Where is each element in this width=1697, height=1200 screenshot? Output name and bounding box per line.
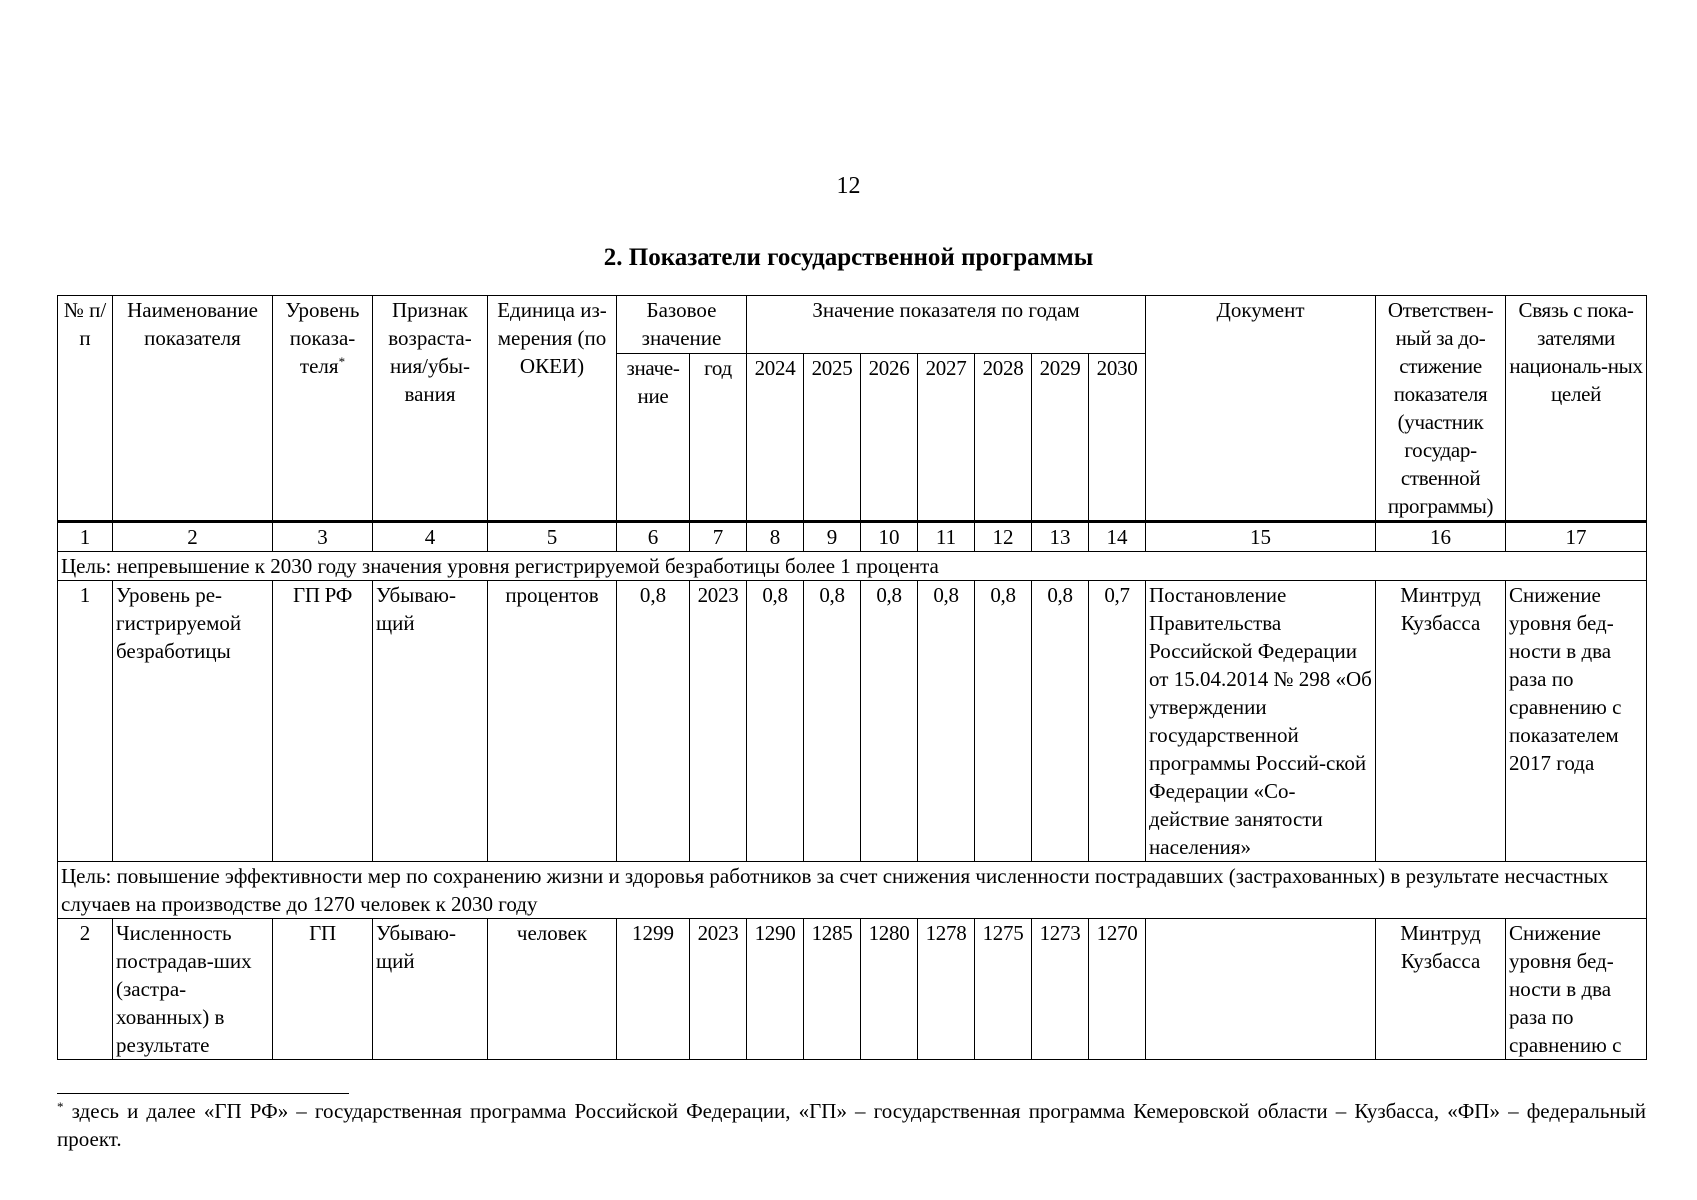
header-level	[273, 296, 373, 522]
column-number-row	[58, 522, 1647, 552]
indicator-name: Численность пострадав-ших (застра-хованных) в результате	[113, 919, 273, 1060]
document-reference	[1146, 919, 1376, 1060]
base-value: 0,8	[617, 581, 690, 862]
base-year: 2023	[690, 919, 747, 1060]
goal-row	[58, 552, 1647, 581]
year-value: 0,7	[1089, 581, 1146, 862]
responsible: Минтруд Кузбасса	[1376, 581, 1506, 862]
indicator-trend: Убываю-щий	[373, 581, 488, 862]
indicator-trend: Убываю-щий	[373, 919, 488, 1060]
column-number: 17	[1506, 522, 1647, 552]
header-year: 2030	[1089, 353, 1146, 522]
base-year: 2023	[690, 581, 747, 862]
header-base: Базовое значение	[617, 296, 747, 354]
header-trend: Признак возраста-ния/убы-вания	[373, 296, 488, 522]
year-value: 1285	[804, 919, 861, 1060]
document-reference: Постановление Правительства Российской Федерации от 15.04.2014 № 298 «Об утверждении государственной программы Россий-ской Федерации «Со-действие занятости населения»	[1146, 581, 1376, 862]
column-number: 11	[918, 522, 975, 552]
year-value: 0,8	[1032, 581, 1089, 862]
column-number: 3	[273, 522, 373, 552]
header-name: Наименование показателя	[113, 296, 273, 522]
indicator-level: ГП	[273, 919, 373, 1060]
year-value: 0,8	[861, 581, 918, 862]
goal-text: Цель: повышение эффективности мер по сохранению жизни и здоровья работников за счет снижения численности пострадавших (застрахованных) в результате несчастных случаев на производстве до 1270 человек к 2030 году	[58, 862, 1647, 919]
year-value: 1290	[747, 919, 804, 1060]
header-year: 2026	[861, 353, 918, 522]
goal-row	[58, 862, 1647, 919]
header-year: 2028	[975, 353, 1032, 522]
header-unit: Единица из-мерения (по ОКЕИ)	[488, 296, 617, 522]
indicator-unit: человек	[488, 919, 617, 1060]
page-number: 12	[836, 173, 861, 199]
header-base-year: год	[690, 353, 747, 522]
year-value: 0,8	[975, 581, 1032, 862]
national-goal-link: Снижение уровня бед-ности в два раза по сравнению с	[1506, 919, 1647, 1060]
column-number: 5	[488, 522, 617, 552]
year-value: 0,8	[918, 581, 975, 862]
header-year: 2025	[804, 353, 861, 522]
column-number: 8	[747, 522, 804, 552]
header-link: Связь с пока-зателями националь-ных целей	[1506, 296, 1647, 522]
year-value: 1273	[1032, 919, 1089, 1060]
column-number: 2	[113, 522, 273, 552]
year-value: 1270	[1089, 919, 1146, 1060]
goal-text: Цель: непревышение к 2030 году значения уровня регистрируемой безработицы более 1 процента	[58, 552, 1647, 581]
header-num: № п/п	[58, 296, 113, 522]
year-value: 0,8	[747, 581, 804, 862]
column-number: 14	[1089, 522, 1146, 552]
column-number: 4	[373, 522, 488, 552]
header-year: 2024	[747, 353, 804, 522]
year-value: 1275	[975, 919, 1032, 1060]
footnote-text: здесь и далее «ГП РФ» – государственная программа Российской Федерации, «ГП» – государственная программа Кемеровской области – Кузбасса, «ФП» – федеральный проект.	[57, 1099, 1647, 1151]
section-title: 2. Показатели государственной программы	[603, 244, 1094, 271]
table-row	[58, 919, 1647, 1060]
year-value: 0,8	[804, 581, 861, 862]
indicator-level: ГП РФ	[273, 581, 373, 862]
column-number: 7	[690, 522, 747, 552]
row-num: 1	[58, 581, 113, 862]
responsible: Минтруд Кузбасса	[1376, 919, 1506, 1060]
header-level-text: Уровень показа-теля	[285, 298, 360, 378]
header-year: 2027	[918, 353, 975, 522]
header-document: Документ	[1146, 296, 1376, 522]
header-year: 2029	[1032, 353, 1089, 522]
year-value: 1278	[918, 919, 975, 1060]
column-number: 13	[1032, 522, 1089, 552]
indicator-name: Уровень ре-гистрируемой безработицы	[113, 581, 273, 862]
header-responsible: Ответствен-ный за до-стижение показателя (участник государ-ственной программы)	[1376, 296, 1506, 522]
column-number: 12	[975, 522, 1032, 552]
table-row	[58, 581, 1647, 862]
base-value: 1299	[617, 919, 690, 1060]
indicators-table	[57, 295, 1647, 1060]
footnote-divider	[57, 1093, 349, 1094]
footnote	[57, 1097, 1646, 1153]
column-number: 16	[1376, 522, 1506, 552]
national-goal-link: Снижение уровня бед-ности в два раза по сравнению с показателем 2017 года	[1506, 581, 1647, 862]
year-value: 1280	[861, 919, 918, 1060]
row-num: 2	[58, 919, 113, 1060]
column-number: 6	[617, 522, 690, 552]
column-number: 9	[804, 522, 861, 552]
header-level-footnote-mark: *	[338, 354, 346, 369]
column-number: 10	[861, 522, 918, 552]
indicator-unit: процентов	[488, 581, 617, 862]
column-number: 1	[58, 522, 113, 552]
column-number: 15	[1146, 522, 1376, 552]
header-years-group: Значение показателя по годам	[747, 296, 1146, 354]
footnote-mark: *	[57, 1099, 64, 1114]
header-base-value: значе-ние	[617, 353, 690, 522]
